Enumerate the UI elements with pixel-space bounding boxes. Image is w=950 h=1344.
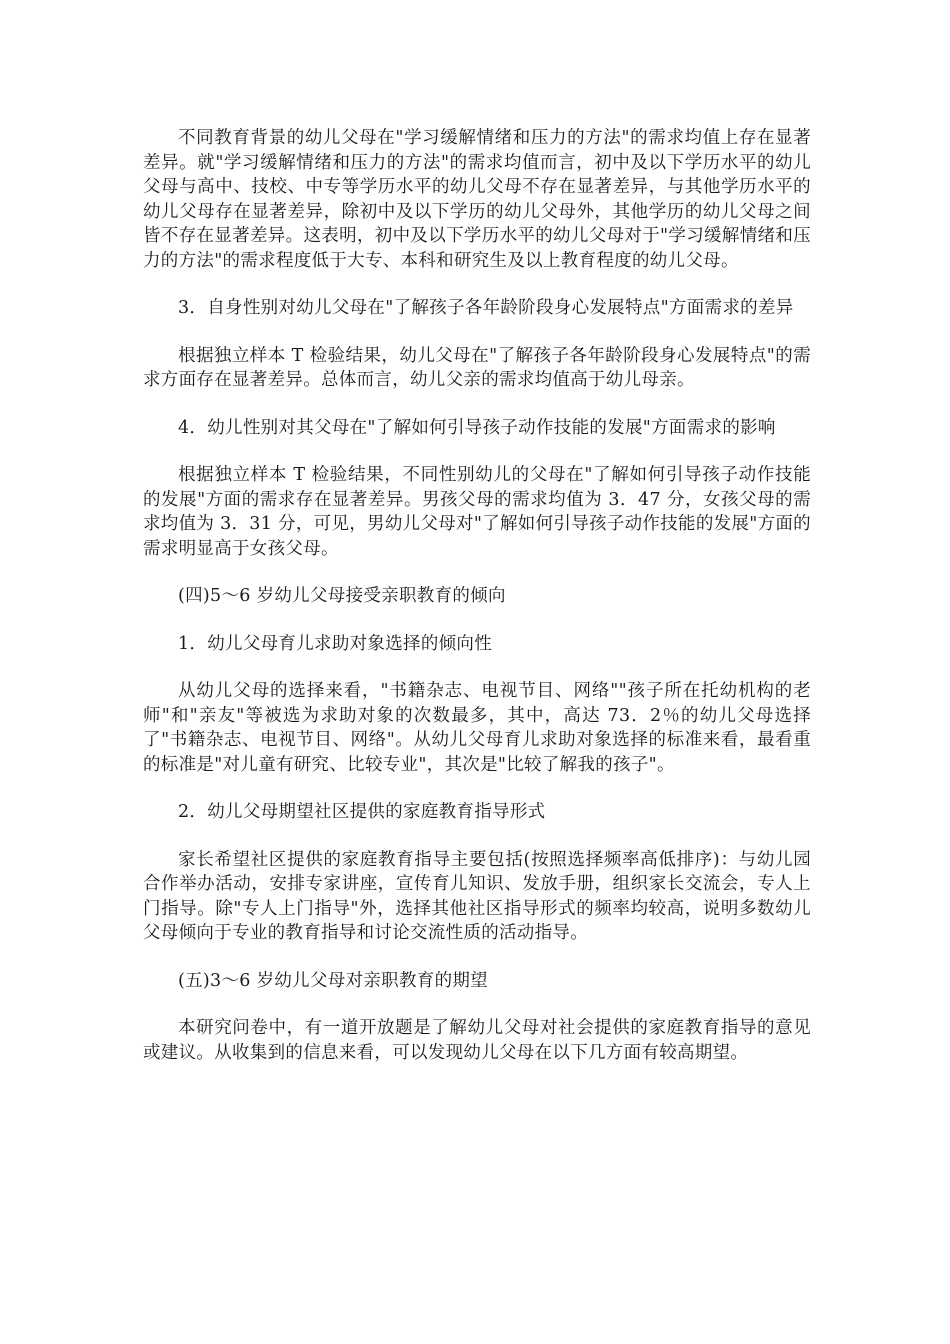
subsection-heading-1: 1．幼儿父母育儿求助对象选择的倾向性	[178, 633, 493, 654]
paragraph-parent-gender: 根据独立样本 T 检验结果，幼儿父母在"了解孩子各年龄阶段身心发展特点"的需求方面存在显著差异。总体而言，幼儿父亲的需求均值高于幼儿母亲。	[143, 345, 811, 390]
paragraph-education-difference: 不同教育背景的幼儿父母在"学习缓解情绪和压力的方法"的需求均值上存在显著差异。就"学习缓解情绪和压力的方法"的需求均值而言，初中及以下学历水平的幼儿父母与高中、技校、中专等学历水平的幼儿父母不存在显著差异，与其他学历水平的幼儿父母存在显著差异，除初中及以下学历的幼儿父母外，其他学历的幼儿父母之间皆不存在显著差异。这表明，初中及以下学历水平的幼儿父母对于"学习缓解情绪和压力的方法"的需求程度低于大专、本科和研究生及以上教育程度的幼儿父母。	[143, 128, 811, 271]
paragraph-help-seeking: 从幼儿父母的选择来看，"书籍杂志、电视节目、网络""孩子所在托幼机构的老师"和"亲友"等被选为求助对象的次数最多，其中，高达 73．2％的幼儿父母选择了"书籍杂志、电视节目、网络"。从幼儿父母育儿求助对象选择的标准来看，最看重的标准是"对儿童有研究、比较专业"，其次是"比较了解我的孩子"。	[143, 681, 811, 775]
paragraph-expectations: 本研究问卷中，有一道开放题是了解幼儿父母对社会提供的家庭教育指导的意见或建议。从收集到的信息来看，可以发现幼儿父母在以下几方面有较高期望。	[143, 1018, 811, 1063]
subsection-heading-2: 2．幼儿父母期望社区提供的家庭教育指导形式	[178, 802, 546, 822]
section-heading-four: (四)5～6 岁幼儿父母接受亲职教育的倾向	[178, 586, 506, 606]
section-heading-4: 4．幼儿性别对其父母在"了解如何引导孩子动作技能的发展"方面需求的影响	[178, 417, 776, 438]
section-heading-3: 3．自身性别对幼儿父母在"了解孩子各年龄阶段身心发展特点"方面需求的差异	[178, 298, 794, 318]
section-heading-five: (五)3～6 岁幼儿父母对亲职教育的期望	[178, 970, 488, 991]
document-body	[143, 126, 811, 1088]
paragraph-child-gender: 根据独立样本 T 检验结果，不同性别幼儿的父母在"了解如何引导孩子动作技能的发展"方面的需求存在显著差异。男孩父母的需求均值为 3．47 分，女孩父母的需求均值为 3．31 分，可见，男幼儿父母对"了解如何引导孩子动作技能的发展"方面的需求明显高于女孩父母。	[143, 465, 811, 559]
paragraph-community-guidance: 家长希望社区提供的家庭教育指导主要包括(按照选择频率高低排序)：与幼儿园合作举办活动，安排专家讲座，宣传育儿知识、发放手册，组织家长交流会，专人上门指导。除"专人上门指导"外，选择其他社区指导形式的频率均较高，说明多数幼儿父母倾向于专业的教育指导和讨论交流性质的活动指导。	[143, 849, 811, 943]
